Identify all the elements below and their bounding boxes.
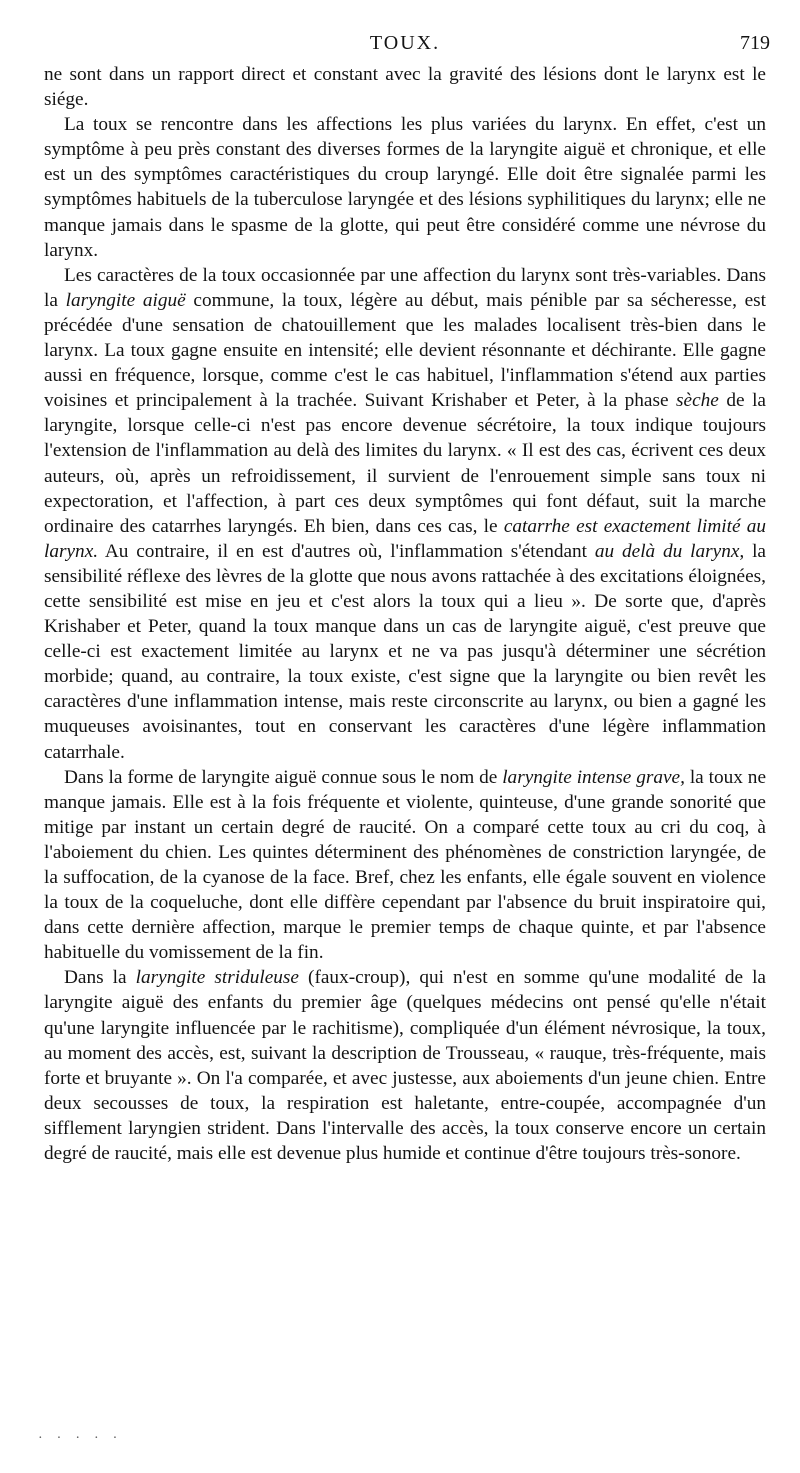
page-number: 719 [740, 32, 770, 54]
italic-text: laryngite striduleuse [135, 967, 299, 989]
running-title: TOUX. [369, 32, 441, 54]
text-run: la toux ne manque jamais. Elle est à la fois fréquente et violente, quinteuse, d'une grande sonorité que mitige par instant un certain degré de raucité. On a comparé cette toux au cri du coq, à l'aboiement du chien. Les quintes déterminent des phénomènes de constriction laryngée, de la suffocation, de la cyanose de la face. Bref, chez les enfants, elle égale souvent en violence la toux de la coqueluche, dont elle diffère cependant par l'absence du bruit inspiratoire qui, dans cette dernière affection, marque le premier temps de chaque quinte, et par l'absence habituelle du vomissement de la fin. [44, 766, 766, 964]
text-run: La toux se rencontre dans les affections les plus variées du larynx. En effet, c'est un symptôme à peu près constant des diverses formes de la laryngite aiguë et chronique, et elle est un des symptômes caractéristiques du croup laryngé. Elle doit être signalée parmi les symptômes habituels de la tuberculose laryngée et des lésions syphilitiques du larynx; elle ne manque jamais dans le spasme de la glotte, qui peut être considéré comme une névrose du larynx. [44, 114, 766, 261]
paragraph [44, 765, 766, 966]
text-run: ne sont dans un rapport direct et constant avec la gravité des lésions dont le larynx est le siége. [44, 64, 766, 111]
text-run: Les caractères de la toux occasionnée par une affection du larynx sont très-variables. Dans la [44, 264, 766, 311]
footer-dots: ····· [38, 1431, 132, 1446]
text-run: commune, la toux, légère au début, mais pénible par sa sécheresse, est précédée d'une sensation de chatouillement que les malades localisent très-bien dans le larynx. La toux gagne ensuite en intensité; elle devient résonnante et déchirante. Elle gagne aussi en fréquence, lorsque, comme c'est le cas habituel, l'inflammation s'étend aux parties voisines et principalement à la trachée. Suivant Krishaber et Peter, à la phase [44, 289, 766, 412]
body-text [44, 62, 766, 1166]
text-run: Dans la forme de laryngite aiguë connue sous le nom de [64, 766, 503, 788]
text-run: de la laryngite, lorsque celle-ci n'est pas encore devenue sécrétoire, la toux indique toujours l'extension de l'inflammation au delà des limites du larynx. « Il est des cas, écrivent ces deux auteurs, où, après un refroidissement, il survient de l'enrouement simple sans toux ni expectoration, et l'affection, à part ces deux symptômes qui font défaut, suit la marche ordinaire des catarrhes laryngés. Eh bien, dans ces cas, le [44, 390, 766, 537]
italic-text: laryngite intense grave, [502, 766, 685, 788]
paragraph [44, 263, 766, 765]
page-header [40, 30, 770, 58]
italic-text: sèche [676, 390, 719, 412]
text-run: Dans la [64, 967, 136, 989]
text-run: la sensibilité réflexe des lèvres de la glotte que nous avons rattachée à des excitations éloignées, cette sensibilité est mise en jeu et c'est alors la toux qui a lieu ». De sorte que, d'après Krishaber et Peter, quand la toux manque dans un cas de laryngite aiguë, c'est preuve que celle-ci est exactement limitée au larynx et ne va pas jusqu'à déterminer une sécrétion morbide; quand, au contraire, la toux existe, c'est signe que la laryngite ou bien revêt les caractères d'une inflammation intense, mais reste circonscrite au larynx, ou bien a gagné les muqueuses avoisinantes, tout en conservant les caractères d'une légère inflammation catarrhale. [44, 540, 766, 763]
text-run: (faux-croup), qui n'est en somme qu'une modalité de la laryngite aiguë des enfants du premier âge (quelques médecins ont pensé qu'elle n'était qu'une laryngite influencée par le rachitisme), compliquée d'un élément névrosique, la toux, au moment des accès, est, suivant la description de Trousseau, « rauque, très-fréquente, mais forte et bruyante ». On l'a comparée, et avec justesse, aux aboiements d'un jeune chien. Entre deux secousses de toux, la respiration est haletante, entre-coupée, accompagnée d'un sifflement laryngien strident. Dans l'intervalle des accès, la toux conserve encore un certain degré de raucité, mais elle est devenue plus humide et continue d'être toujours très-sonore. [44, 967, 766, 1165]
italic-text: laryngite aiguë [65, 289, 186, 311]
italic-text: au delà du larynx, [594, 540, 745, 562]
paragraph [44, 965, 766, 1166]
paragraph [44, 62, 766, 112]
paragraph [44, 112, 766, 263]
italic-text: catarrhe est exactement limité au larynx. [44, 515, 767, 562]
text-run: Au contraire, il en est d'autres où, l'inflammation s'étendant [98, 540, 595, 562]
